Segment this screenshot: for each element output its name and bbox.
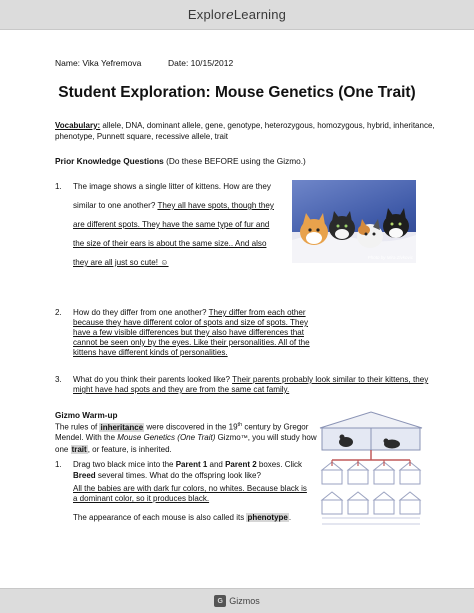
question-text: The image shows a single litter of kittens. How are they [73,182,271,191]
question-body [73,375,440,395]
answer-text: They differ from each other because they have different color of spots and size of spots. They have a few visible differences but they also have differences that cannot be seen only by the eyes. Like their personalities. All of the kittens have different kinds of personalities. [73,308,310,357]
question-text: What do you think their parents looked like? [73,375,233,384]
question-number: 1. [55,182,62,191]
answer-text: are different spots. They have the same type of fur and [73,220,270,229]
question-body [73,308,315,358]
kittens-illustration [292,180,416,263]
question-number: 3. [55,375,62,384]
answer-text: Their parents probably look similar to their kittens, they might have had spots and they are from the same cat family. [73,375,429,394]
vocab-highlight: inheritance [100,422,144,432]
parent-1-label: Parent 1 [175,460,208,469]
vocab-highlight: phenotype [247,513,288,522]
question-line: similar to one another? They all have spots, though they [73,201,274,210]
header-bar [0,0,474,30]
prior-knowledge-heading: Prior Knowledge Questions (Do these BEFORE using the Gizmo.) [55,156,306,166]
question-number: 2. [55,308,62,317]
answer-text: They all have spots, though they [157,201,274,210]
vocabulary-list: allele, DNA, dominant allele, gene, genotype, heterozygous, homozygous, hybrid, inheritance, phenotype, Punnett square, recessive allele, trait [55,121,435,141]
question-text: Drag two black mice into the Parent 1 and Parent 2 boxes. Click Breed several times. What do the offspring look like? [73,460,303,480]
kittens-photo [292,180,416,263]
breed-label: Breed [73,470,96,480]
footer-bar [0,588,474,613]
vocab-highlight: trait [71,444,87,454]
gizmos-logo [214,595,260,607]
phenotype-sentence: The appearance of each mouse is also called its phenotype. [73,513,292,522]
gizmo-warmup-heading: Gizmo Warm-up [55,411,118,420]
name-date-line [55,58,234,68]
warmup-answer-1: All the babies are with dark fur colors, no whites. Because black is a dominant color, so it produces black. [73,484,307,503]
page-title: Student Exploration: Mouse Genetics (One Trait) [58,84,416,101]
answer-text: they are all just so cute! ☺ [73,258,169,267]
gizmos-badge-icon: G [214,595,226,607]
question-number: 1. [55,460,62,469]
date: Date: 10/15/2012 [168,58,234,68]
gizmo-diagram [318,410,424,528]
gizmos-wordmark: Gizmos [229,596,260,606]
explorelearning-logo: ExploreLearning [187,6,287,23]
vocabulary-section [55,121,435,142]
vocabulary-label: Vocabulary: [55,121,101,130]
student-name: Name: Vika Yefremova [55,58,142,68]
mouse-genetics-gizmo-image [318,410,424,528]
gizmo-name: Mouse Genetics (One Trait) [117,433,216,443]
answer-text: the size of their ears is about the same size.. And also [73,239,267,248]
parent-2-label: Parent 2 [225,460,257,469]
question-text: How do they differ from one another? [73,308,209,317]
gizmo-warmup-intro: The rules of inheritance were discovered in the 19th century by Gregor Mendel. With the Mouse Genetics (One Trait) Gizmo™, you will study how one trait, or feature, is inherited. [55,422,317,454]
photo-credit: Photo by Mira Zivkovic [367,255,413,260]
